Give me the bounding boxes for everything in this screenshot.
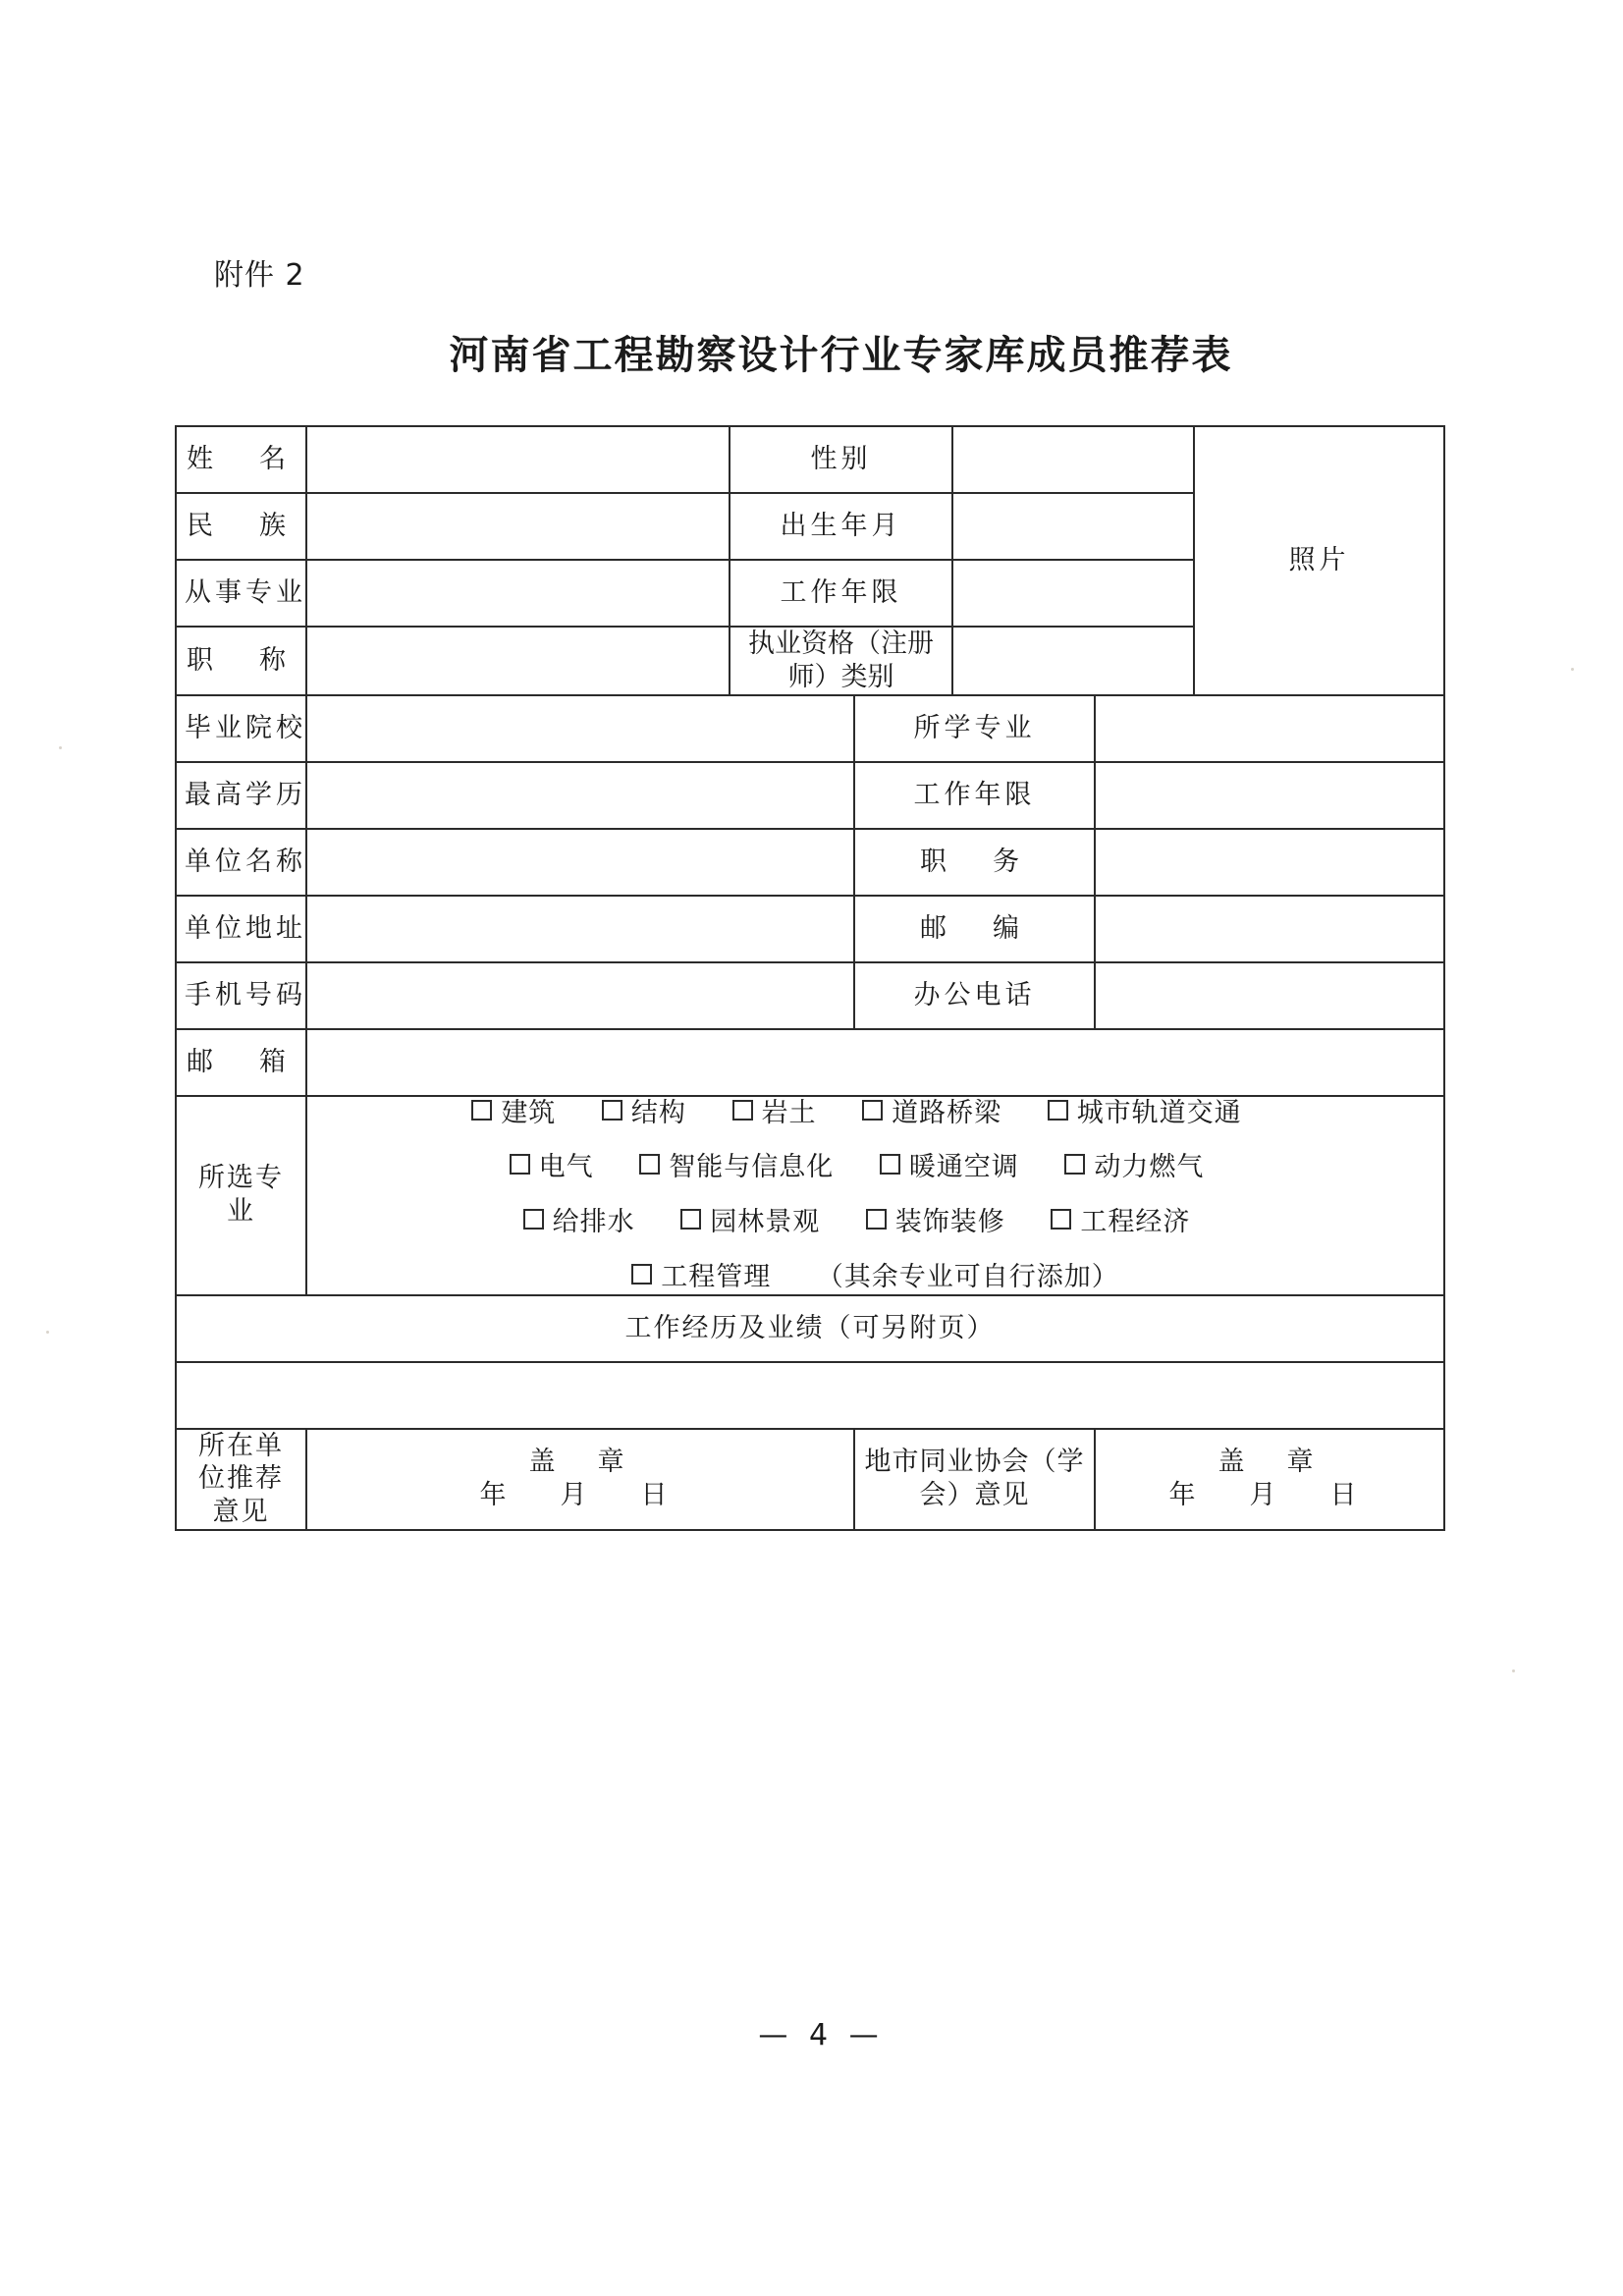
field-value-gender[interactable] [952,426,1194,493]
field-value-position[interactable] [1095,829,1444,896]
table-row-recommendation [176,1429,1444,1530]
field-value-work-years[interactable] [952,560,1194,627]
table-row-experience-body [176,1362,1444,1429]
table-row [176,829,1444,896]
field-value-office-phone[interactable] [1095,962,1444,1029]
checkbox-electrical[interactable]: 电气 [510,1151,594,1184]
checkbox-architecture[interactable]: 建筑 [471,1097,556,1130]
checkbox-box-icon [732,1100,753,1121]
field-label-postcode: 邮 编 [854,896,1095,962]
field-label-work-years: 工作年限 [730,560,952,627]
checkbox-box-icon [639,1154,660,1175]
table-row [176,1029,1444,1096]
field-value-work-years-2[interactable] [1095,762,1444,829]
field-value-study-major[interactable] [1095,695,1444,762]
field-label-work-years-2: 工作年限 [854,762,1095,829]
field-value-title[interactable] [306,627,730,695]
majors-line-2 [315,1151,1435,1184]
majors-line-1 [315,1097,1435,1130]
checkbox-decoration[interactable]: 装饰装修 [866,1206,1005,1239]
field-value-name[interactable] [306,426,730,493]
field-value-qualification[interactable] [952,627,1194,695]
checkbox-power-gas[interactable]: 动力燃气 [1064,1151,1204,1184]
checkbox-box-icon [1051,1209,1071,1230]
field-label-qualification: 执业资格（注册师）类别 [730,627,952,695]
field-value-email[interactable] [306,1029,1444,1096]
majors-note: （其余专业可自行添加） [816,1261,1119,1292]
field-value-practice-major[interactable] [306,560,730,627]
checkbox-engineering-management[interactable]: 工程管理 [631,1261,771,1294]
field-label-name: 姓 名 [176,426,306,493]
checkbox-water-supply-drainage[interactable]: 给排水 [523,1206,635,1239]
association-seal-area[interactable] [1095,1429,1444,1530]
experience-input[interactable] [176,1362,1444,1429]
field-value-school[interactable] [306,695,854,762]
table-row-experience-header [176,1295,1444,1362]
unit-recommendation-label: 所在单位推荐意见 [176,1429,306,1530]
checkbox-box-icon [1048,1100,1068,1121]
experience-header: 工作经历及业绩（可另附页） [176,1295,1444,1362]
table-row [176,962,1444,1029]
field-value-ethnicity[interactable] [306,493,730,560]
checkbox-box-icon [880,1154,900,1175]
selected-majors-group [306,1096,1444,1295]
checkbox-box-icon [680,1209,701,1230]
field-value-postcode[interactable] [1095,896,1444,962]
checkbox-box-icon [862,1100,883,1121]
field-label-title: 职 称 [176,627,306,695]
field-label-school: 毕业院校 [176,695,306,762]
association-seal-line2: 年 月 日 [1168,1480,1371,1511]
checkbox-road-bridge[interactable]: 道路桥梁 [862,1097,1001,1130]
checkbox-box-icon [1064,1154,1085,1175]
checkbox-engineering-economy[interactable]: 工程经济 [1051,1206,1190,1239]
field-label-selected-majors: 所选专业 [176,1096,306,1295]
table-row [176,896,1444,962]
checkbox-intelligence-informatization[interactable]: 智能与信息化 [639,1151,834,1184]
field-label-position: 职 务 [854,829,1095,896]
checkbox-box-icon [523,1209,544,1230]
field-label-address: 单位地址 [176,896,306,962]
field-label-email: 邮 箱 [176,1029,306,1096]
photo-placeholder[interactable]: 照片 [1194,426,1444,695]
unit-seal-line1: 盖 章 [528,1447,632,1478]
field-label-employer: 单位名称 [176,829,306,896]
field-value-address[interactable] [306,896,854,962]
field-label-education: 最高学历 [176,762,306,829]
field-label-gender: 性别 [730,426,952,493]
checkbox-box-icon [866,1209,887,1230]
field-label-mobile: 手机号码 [176,962,306,1029]
checkbox-geotechnical[interactable]: 岩土 [732,1097,817,1130]
field-value-mobile[interactable] [306,962,854,1029]
field-label-ethnicity: 民 族 [176,493,306,560]
table-row [176,762,1444,829]
association-opinion-label: 地市同业协会（学会）意见 [854,1429,1095,1530]
checkbox-structure[interactable]: 结构 [602,1097,686,1130]
checkbox-box-icon [602,1100,622,1121]
field-label-study-major: 所学专业 [854,695,1095,762]
page-title: 河南省工程勘察设计行业专家库成员推荐表 [449,332,1233,378]
majors-line-3 [315,1206,1435,1239]
table-row [176,695,1444,762]
majors-line-4 [315,1261,1435,1294]
checkbox-urban-rail-transit[interactable]: 城市轨道交通 [1048,1097,1242,1130]
checkbox-box-icon [510,1154,530,1175]
unit-seal-area[interactable] [306,1429,854,1530]
field-value-employer[interactable] [306,829,854,896]
checkbox-box-icon [631,1264,652,1285]
table-row-majors [176,1096,1444,1295]
checkbox-hvac[interactable]: 暖通空调 [880,1151,1019,1184]
attachment-label: 附件 2 [214,258,305,293]
field-label-office-phone: 办公电话 [854,962,1095,1029]
expert-recommendation-form [175,425,1445,1531]
unit-seal-line2: 年 月 日 [479,1480,681,1511]
association-seal-line1: 盖 章 [1217,1447,1322,1478]
field-value-education[interactable] [306,762,854,829]
checkbox-landscape[interactable]: 园林景观 [680,1206,820,1239]
field-value-birthdate[interactable] [952,493,1194,560]
page-number: — 4 — [758,2018,885,2052]
table-row [176,426,1444,493]
checkbox-box-icon [471,1100,492,1121]
field-label-practice-major: 从事专业 [176,560,306,627]
field-label-birthdate: 出生年月 [730,493,952,560]
